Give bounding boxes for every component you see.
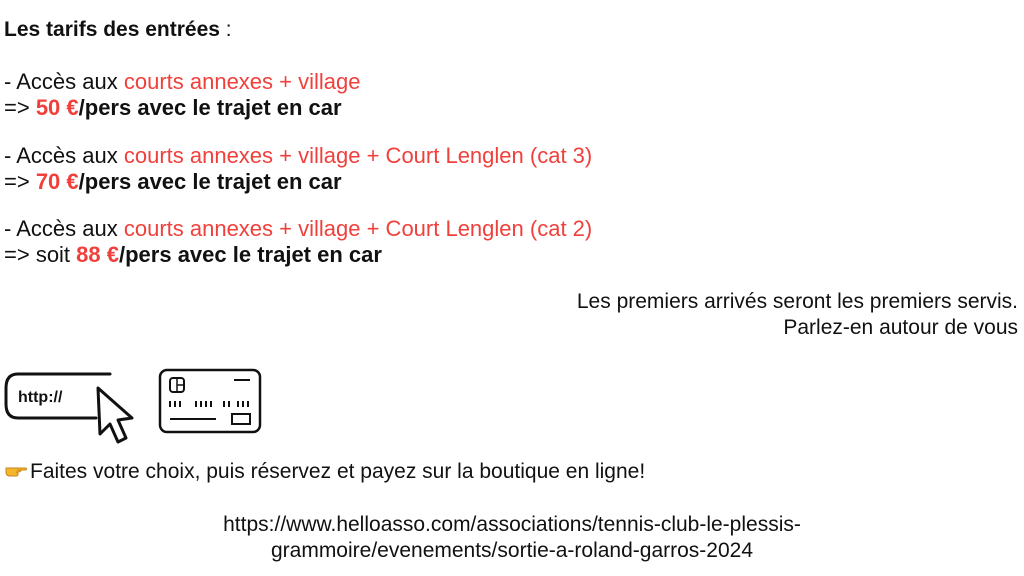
note-line-1: Les premiers arrivés seront les premiers servis. [576,290,1018,313]
booking-link[interactable] [0,512,1024,564]
offer-rest: /pers avec le trajet en car [119,242,382,267]
offer-prefix: - Accès aux [4,216,124,241]
offer-prefix: - Accès aux [4,143,124,168]
cursor-arrow-icon [92,384,140,446]
offer-3-access-line [4,216,592,242]
availability-note [577,289,1018,341]
offer-rest: /pers avec le trajet en car [78,169,342,194]
pointing-hand-icon [4,460,30,484]
offer-access: courts annexes + village + Court Lenglen (cat 3) [123,143,593,168]
offer-prefix: - Accès aux [4,69,124,94]
offer-arrow: => [4,169,36,194]
title-suffix: : [219,18,232,41]
cta-text: Faites votre choix, puis réservez et payez sur la boutique en ligne! [30,460,646,483]
section-title [4,18,232,42]
offer-access: courts annexes + village + Court Lenglen (cat 2) [123,216,593,241]
offer-3 [4,216,592,268]
link-line-2[interactable]: grammoire/evenements/sortie-a-roland-garros-2024 [270,539,754,562]
offer-2 [4,143,592,195]
offer-1 [4,69,360,121]
offer-1-price-line [4,95,360,121]
offer-price: 88 € [76,242,119,267]
note-line-2: Parlez-en autour de vous [783,316,1018,339]
offer-arrow: => [4,95,36,120]
offer-2-price-line [4,169,592,195]
offer-soit: soit [35,242,77,267]
offer-rest: /pers avec le trajet en car [78,95,342,120]
credit-card-icon [158,368,262,434]
call-to-action [4,460,645,484]
title-text: Les tarifs des entrées [4,18,220,41]
url-text: http:// [18,389,63,406]
offer-3-price-line [4,242,592,268]
link-line-1[interactable]: https://www.helloasso.com/associations/tennis-club-le-plessis- [223,513,801,536]
offer-1-access-line [4,69,360,95]
offer-2-access-line [4,143,592,169]
offer-price: 70 € [35,169,79,194]
offer-price: 50 € [35,95,79,120]
offer-arrow: => [4,242,36,267]
offer-access: courts annexes + village [123,69,361,94]
